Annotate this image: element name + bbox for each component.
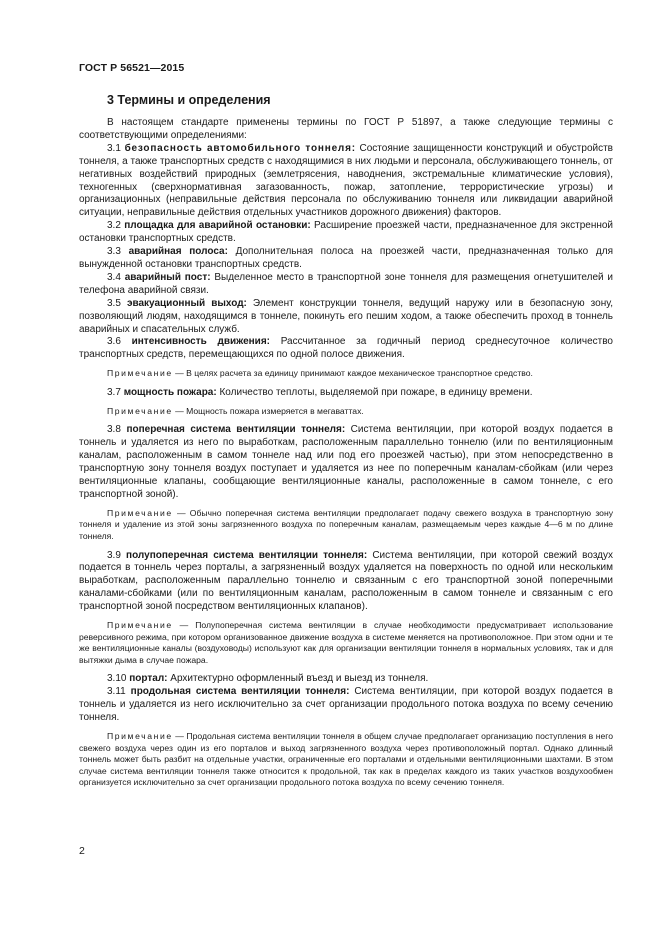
note-3-9: Примечание — Полупоперечная система вентиляции в случае необходимости предусматривает использование реверсивного режима, при котором организованное движение воздуха в системе меняется на противоположное. При этом одни и те же вентиляционные каналы (воздуховоды) используют как для организации вентиляции тоннеля в нормальных условиях, так и для вытяжки дыма в случае пожара. [79,620,613,665]
term-3-8: 3.8 поперечная система вентиляции тоннеля: Система вентиляции, при которой воздух подается в тоннель и удаляется из него по выработкам, расположенным параллельно тоннелю (или по вентиляционным каналам, расположенным в самом тоннеле над или под его проезжей частью), при этом непосредственно в транспортную зону тоннеля воздух поступает и удаляется из нее по поперечным каналам-сбойкам (или через вентиляционные клапаны, сообщающие вентиляционные каналы, расположенные в самом тоннеле, с его транспортной зоной). [79,424,613,500]
section-title: 3 Термины и определения [107,93,271,107]
term-3-1: 3.1 безопасность автомобильного тоннеля: Состояние защищенности конструкций и обустройств тоннеля, а также транспортных средств с находящимися в них людьми и персонала, обслуживающего тоннель, от негативных воздействий природных (землетрясения, наводнения, экстремальные климатические условия), техногенных (сверхнормативная загазованность, пожар, затопление, террористические угрозы) и организационных (неправильные действия персонала по обслуживанию тоннеля или ликвидации аварийной ситуации, неправильные действия отдельных участников дорожного движения) факторов. [79,142,613,219]
term-3-6: 3.6 интенсивность движения: Рассчитанное за годичный период среднесуточное количество транспортных средств, перемещающихся по одной полосе движения. [79,336,613,361]
term-title: поперечная система вентиляции тоннеля: [126,424,346,436]
term-title: продольная система вентиляции тоннеля: [130,686,350,698]
term-title: интенсивность движения: [131,336,270,348]
term-3-3: 3.3 аварийная полоса: Дополнительная полоса на проезжей части, предназначенная только для вынужденной остановки транспортных средств. [79,246,613,270]
page-number: 2 [79,845,85,857]
section-body [79,117,613,796]
term-title: полупоперечная система вентиляции тоннеля: [126,549,368,561]
note-3-11: Примечание — Продольная система вентиляции тоннеля в общем случае предполагает организацию поступления в него свежего воздуха через один из его порталов и выход загрязненного воздуха через противоположный портал. Однако длинный тоннель может быть разбит на отдельные участки, ограниченные его порталами и отдельными вентиляционными шахтами. В этом случае система вентиляции тоннеля также относится к продольной, так как в пределах каждого из таких участков воздухообмен организуется исключительно за счет организации продольного потока воздуха по всему сечению тоннеля. [79,731,613,788]
term-3-2: 3.2 площадка для аварийной остановки: Расширение проезжей части, предназначенное для экстренной остановки транспортных средств. [79,220,614,245]
term-title: портал: [129,673,168,685]
note-3-8: Примечание — Обычно поперечная система вентиляции предполагает подачу свежего воздуха в транспортную зону тоннеля и удаление из этой зоны загрязненного воздуха по поперечным каналам, размещаемым через каждые 4—6 м по длине тоннеля. [79,507,614,541]
term-title: безопасность автомобильного тоннеля: [124,142,356,154]
term-3-11: 3.11 продольная система вентиляции тоннеля: Система вентиляции, при которой воздух подается в тоннель и удаляется из него исключительно за счет организации продольного потока воздуха по всему сечению тоннеля. [79,686,613,724]
term-3-9: 3.9 полупоперечная система вентиляции тоннеля: Система вентиляции, при которой свежий воздух подается в тоннель через порталы, а загрязненный воздух удаляется на поверхность по одной или нескольким выработкам, расположенным параллельно тоннелю и связанным с его транспортной зоной поперечными каналами-сбойками (или по вентиляционным каналам, расположенным в самом тоннеле и связанным с его транспортной зоной посредством вентиляционных клапанов). [79,549,614,613]
note-3-6: Примечание — В целях расчета за единицу принимают каждое механическое транспортное средство. [107,368,533,379]
term-title: аварийная полоса: [128,246,228,258]
document-header: ГОСТ Р 56521—2015 [79,62,185,74]
note-3-7: Примечание — Мощность пожара измеряется в мегаваттах. [107,405,364,416]
term-title: мощность пожара: [123,386,217,398]
term-3-4: 3.4 аварийный пост: Выделенное место в транспортной зоне тоннеля для размещения огнетушителей и телефона аварийной связи. [79,271,614,296]
intro-paragraph: В настоящем стандарте применены термины по ГОСТ Р 51897, а также следующие термины с соответствующими определениями: [79,117,613,141]
term-title: эвакуационный выход: [126,297,247,309]
term-3-10: 3.10 портал: Архитектурно оформленный въезд и выезд из тоннеля. [107,673,429,685]
term-3-5: 3.5 эвакуационный выход: Элемент конструкции тоннеля, ведущий наружу или в безопасную зону, позволяющий людям, находящимся в тоннеле, покинуть его пешим ходом, а также обеспечить проход в тоннель аварийных и спасательных служб. [79,297,613,335]
term-title: площадка для аварийной остановки: [124,220,311,232]
term-3-7: 3.7 мощность пожара: Количество теплоты, выделяемой при пожаре, в единицу времени. [107,386,533,398]
term-title: аварийный пост: [124,271,211,283]
